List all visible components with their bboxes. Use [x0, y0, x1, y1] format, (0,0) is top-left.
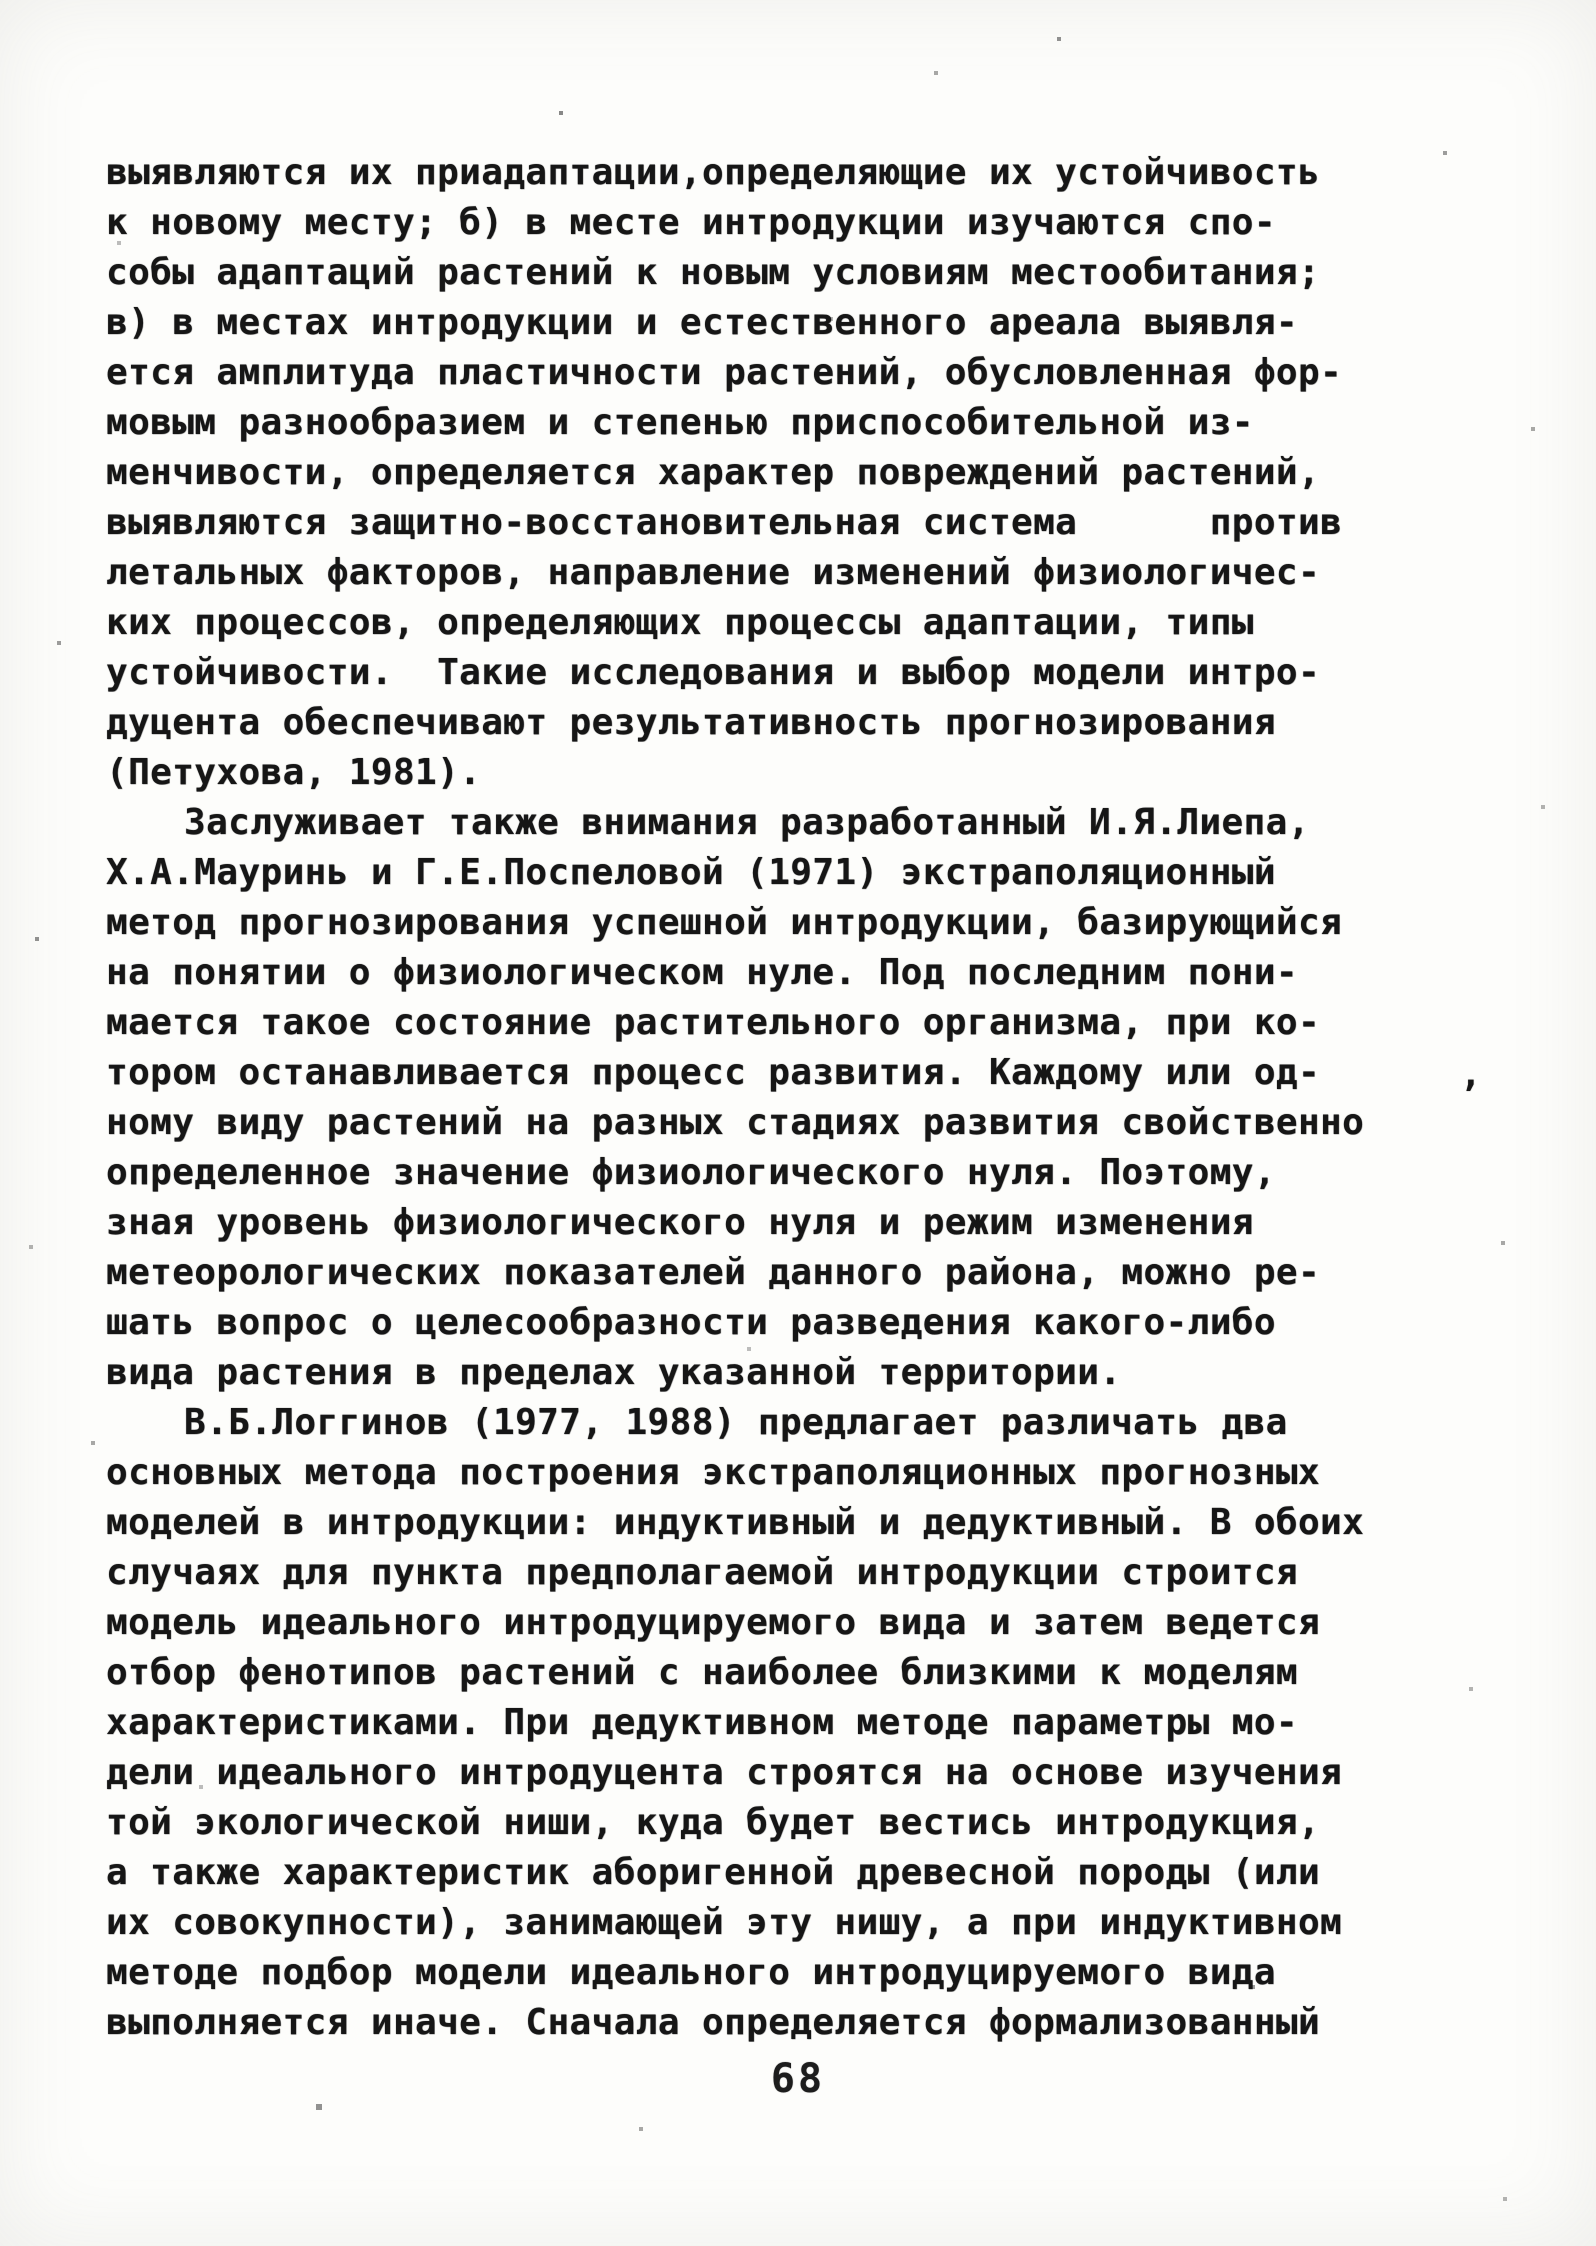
text-line: метеорологических показателей данного района, можно ре-	[106, 1252, 1321, 1293]
page-text	[106, 148, 1462, 2048]
text-line: определенное значение физиологического нуля. Поэтому,	[106, 1152, 1276, 1193]
text-line: методе подбор модели идеального интродуцируемого вида	[106, 1952, 1276, 1993]
text-line: мовым разнообразием и степенью приспособительной из-	[106, 402, 1254, 443]
text-line: отбор фенотипов растений с наиболее близкими к моделям	[106, 1652, 1298, 1693]
text-line: выполняется иначе. Сначала определяется формализованный	[106, 2002, 1321, 2043]
text-line: (Петухова, 1981).	[106, 752, 482, 793]
text-line: к новому месту; б) в месте интродукции изучаются спо-	[106, 202, 1276, 243]
text-line: ному виду растений на разных стадиях развития свойственно	[106, 1102, 1365, 1143]
text-line: собы адаптаций растений к новым условиям местообитания;	[106, 252, 1321, 293]
text-line: Заслуживает также внимания разработанный И.Я.Лиепа,	[184, 802, 1310, 843]
text-line: ких процессов, определяющих процессы адаптации, типы	[106, 602, 1254, 643]
text-line: характеристиками. При дедуктивном методе параметры мо-	[106, 1702, 1298, 1743]
text-line: зная уровень физиологического нуля и режим изменения	[106, 1202, 1254, 1243]
text-line: их совокупности), занимающей эту нишу, а при индуктивном	[106, 1902, 1343, 1943]
page-number: 68	[770, 2056, 826, 2102]
text-line: на понятии о физиологическом нуле. Под последним пони-	[106, 952, 1298, 993]
text-line: выявляются защитно-восстановительная система против	[106, 502, 1343, 543]
text-line: основных метода построения экстраполяционных прогнозных	[106, 1452, 1321, 1493]
text-line: тором останавливается процесс развития. Каждому или од-	[106, 1052, 1321, 1093]
text-line: выявляются их приадаптации,определяющие их устойчивость	[106, 152, 1321, 193]
text-line: менчивости, определяется характер повреждений растений,	[106, 452, 1321, 493]
text-line: Х.А.Мауринь и Г.Е.Поспеловой (1971) экстраполяционный	[106, 852, 1276, 893]
text-line: В.Б.Логгинов (1977, 1988) предлагает различать два	[184, 1402, 1288, 1443]
text-line: летальных факторов, направление изменений физиологичес-	[106, 552, 1321, 593]
text-line: вида растения в пределах указанной территории.	[106, 1352, 1122, 1393]
scan-noise	[0, 0, 2, 2]
stray-comma-mark: ,	[1460, 1054, 1482, 1095]
text-line: а также характеристик аборигенной древесной породы (или	[106, 1852, 1321, 1893]
text-line: устойчивости. Такие исследования и выбор модели интро-	[106, 652, 1321, 693]
text-line: мается такое состояние растительного организма, при ко-	[106, 1002, 1321, 1043]
text-line: шать вопрос о целесообразности разведения какого-либо	[106, 1302, 1276, 1343]
text-line: моделей в интродукции: индуктивный и дедуктивный. В обоих	[106, 1502, 1365, 1543]
text-line: в) в местах интродукции и естественного ареала выявля-	[106, 302, 1298, 343]
text-line: случаях для пункта предполагаемой интродукции строится	[106, 1552, 1298, 1593]
text-line: дуцента обеспечивают результативность прогнозирования	[106, 702, 1276, 743]
text-line: дели идеального интродуцента строятся на основе изучения	[106, 1752, 1343, 1793]
text-line: той экологической ниши, куда будет вестись интродукция,	[106, 1802, 1321, 1843]
text-line: модель идеального интродуцируемого вида и затем ведется	[106, 1602, 1321, 1643]
text-line: ется амплитуда пластичности растений, обусловленная фор-	[106, 352, 1343, 393]
text-line: метод прогнозирования успешной интродукции, базирующийся	[106, 902, 1343, 943]
